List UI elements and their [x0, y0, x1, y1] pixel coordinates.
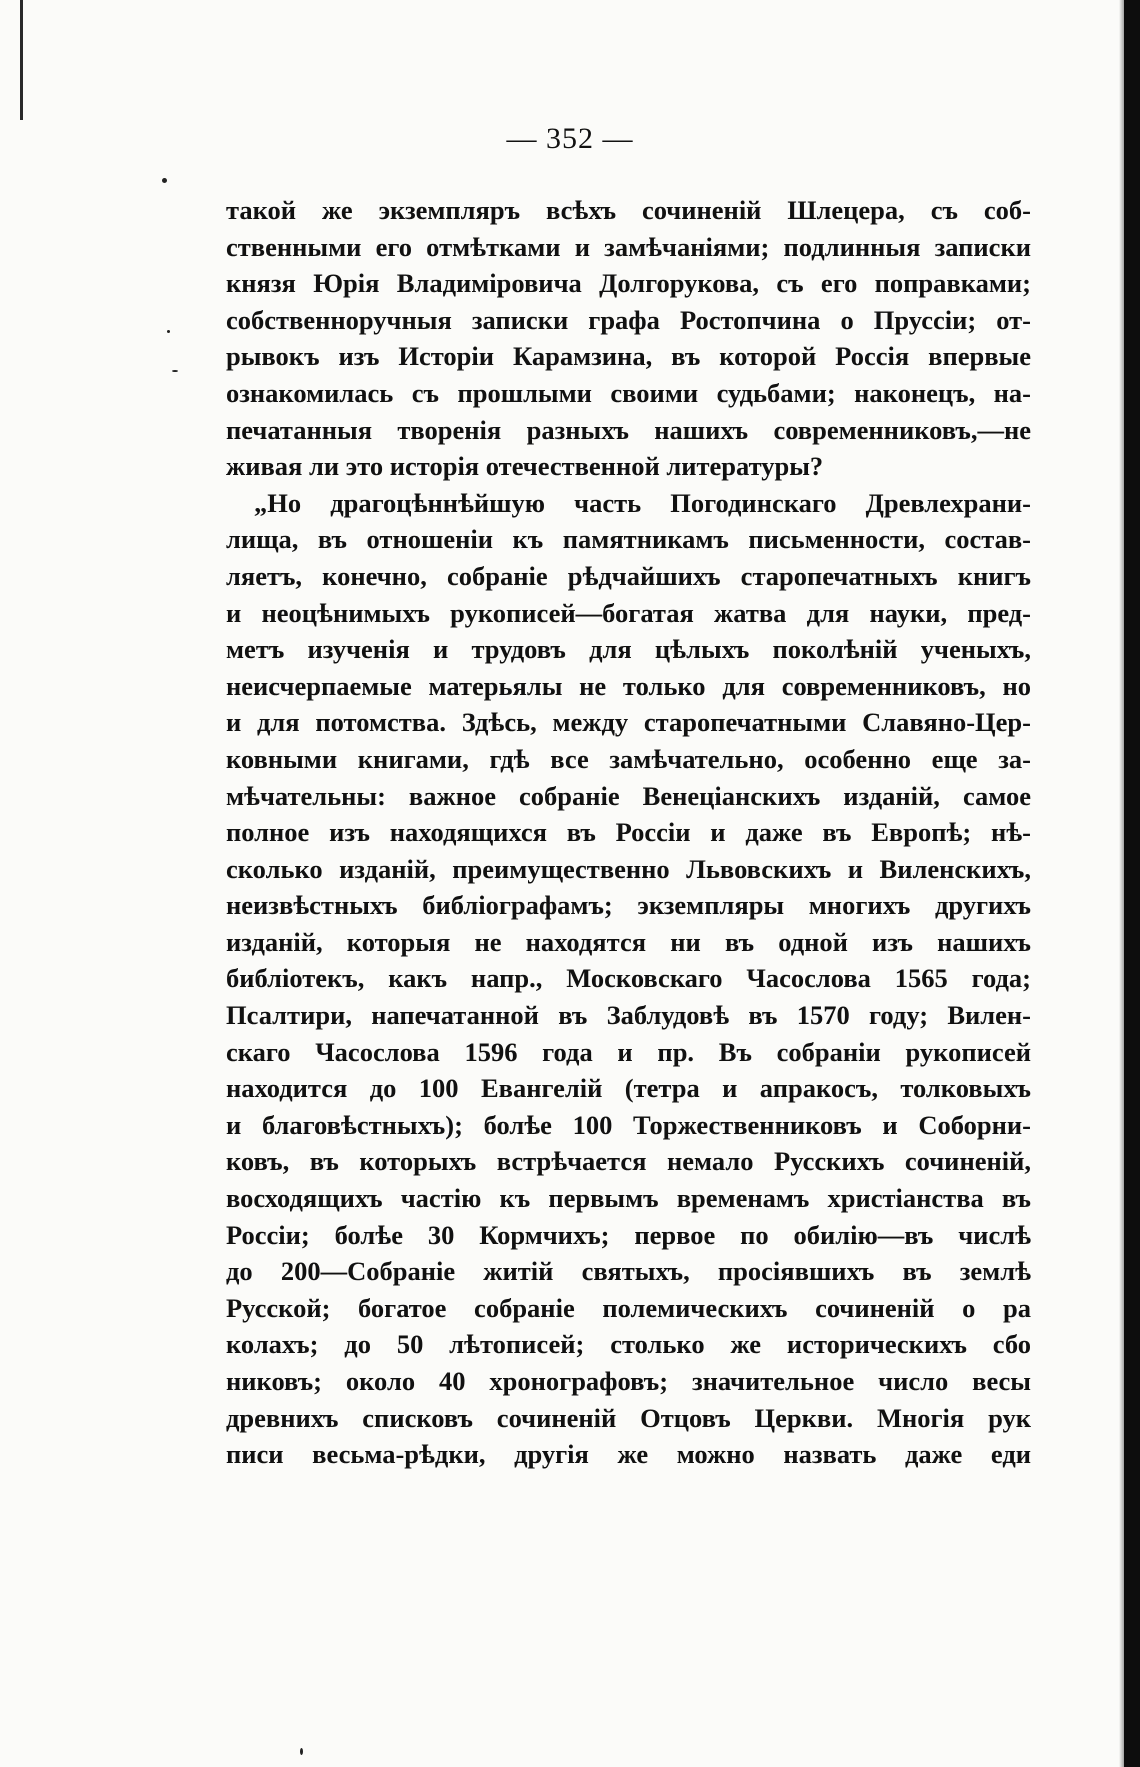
text-line: лища, въ отношеніи къ памятникамъ письменности, состав- — [226, 524, 1031, 555]
text-line: метъ изученія и трудовъ для цѣлыхъ поколѣній ученыхъ, — [226, 634, 1031, 665]
text-line: никовъ; около 40 хронографовъ; значительное число весы — [226, 1366, 1031, 1396]
text-line: писи весьма-рѣдки, другія же можно назвать даже еди — [226, 1439, 1031, 1470]
text-line: „Но драгоцѣннѣйшую часть Погодинскаго Древлехрани- — [254, 487, 1031, 518]
text-line: ляетъ, конечно, собраніе рѣдчайшихъ старопечатныхъ книгъ — [226, 560, 1031, 591]
text-line: Русской; богатое собраніе полемическихъ сочиненій о ра — [226, 1292, 1031, 1323]
text-line: рывокъ изъ Исторіи Карамзина, въ которой Россія впервые — [226, 341, 1031, 372]
text-line: полное изъ находящихся въ Россіи и даже въ Европѣ; нѣ- — [226, 817, 1031, 848]
text-line: неизвѣстныхъ библіографамъ; экземпляры многихъ другихъ — [226, 890, 1031, 921]
text-line: и благовѣстныхъ); болѣе 100 Торжественниковъ и Соборни- — [226, 1109, 1031, 1140]
text-line: и неоцѣнимыхъ рукописей—богатая жатва для науки, пред- — [226, 597, 1031, 628]
text-line: находится до 100 Евангелій (тетра и апракосъ, толковыхъ — [226, 1073, 1031, 1104]
text-line: древнихъ списковъ сочиненій Отцовъ Церкви. Многія рук — [226, 1402, 1031, 1433]
text-line: ковными книгами, гдѣ все замѣчательно, особенно еще за- — [226, 743, 1031, 774]
text-line: ознакомилась съ прошлыми своими судьбами; наконецъ, на- — [226, 377, 1031, 408]
text-line: ственными его отмѣтками и замѣчаніями; подлинныя записки — [226, 231, 1031, 262]
text-line: ковъ, въ которыхъ встрѣчается немало Русскихъ сочиненій, — [226, 1146, 1031, 1177]
text-line: мѣчательны: важное собраніе Венеціанскихъ изданій, самое — [226, 780, 1031, 811]
ink-speck — [167, 330, 170, 333]
text-line: князя Юрія Владиміровича Долгорукова, съ его поправками; — [226, 268, 1031, 299]
text-line: изданій, которыя не находятся ни въ одной изъ нашихъ — [226, 926, 1031, 957]
text-line: колахъ; до 50 лѣтописей; столько же историческихъ сбо — [226, 1329, 1031, 1360]
text-line: собственноручныя записки графа Ростопчина о Пруссіи; от- — [226, 304, 1031, 335]
text-line: Псалтири, напечатанной въ Заблудовѣ въ 1570 году; Вилен- — [226, 1000, 1031, 1031]
text-line: и для потомства. Здѣсь, между старопечатными Славяно-Цер- — [226, 707, 1031, 738]
text-line: печатанныя творенія разныхъ нашихъ современниковъ,—не — [226, 414, 1031, 445]
paragraph-1 — [226, 192, 1031, 485]
ink-speck — [172, 370, 178, 372]
text-line: живая ли это исторія отечественной литературы? — [226, 451, 824, 482]
text-line: до 200—Собраніе житій святыхъ, просіявшихъ въ землѣ — [226, 1256, 1031, 1287]
ink-speck — [300, 1748, 303, 1755]
page-edge-shadow — [1119, 0, 1124, 1767]
text-line: сколько изданій, преимущественно Львовскихъ и Виленскихъ, — [226, 853, 1031, 884]
paragraph-2 — [226, 485, 1031, 1473]
text-line: восходящихъ частію къ первымъ временамъ христіанства въ — [226, 1183, 1031, 1214]
ink-speck — [162, 178, 167, 183]
text-line: библіотекъ, какъ напр., Московскаго Часослова 1565 года; — [226, 963, 1031, 994]
text-line: такой же экземпляръ всѣхъ сочиненій Шлецера, съ соб- — [226, 195, 1031, 225]
body-text — [226, 192, 1031, 1473]
page-number: — 352 — — [506, 122, 634, 155]
left-margin-rule — [20, 0, 23, 120]
text-line: неисчерпаемые матерьялы не только для современниковъ, но — [226, 670, 1031, 701]
text-line: скаго Часослова 1596 года и пр. Въ собраніи рукописей — [226, 1036, 1031, 1067]
text-line: Россіи; болѣе 30 Кормчихъ; первое по обилію—въ числѣ — [226, 1219, 1031, 1250]
page-edge-dark-margin — [1124, 0, 1140, 1767]
